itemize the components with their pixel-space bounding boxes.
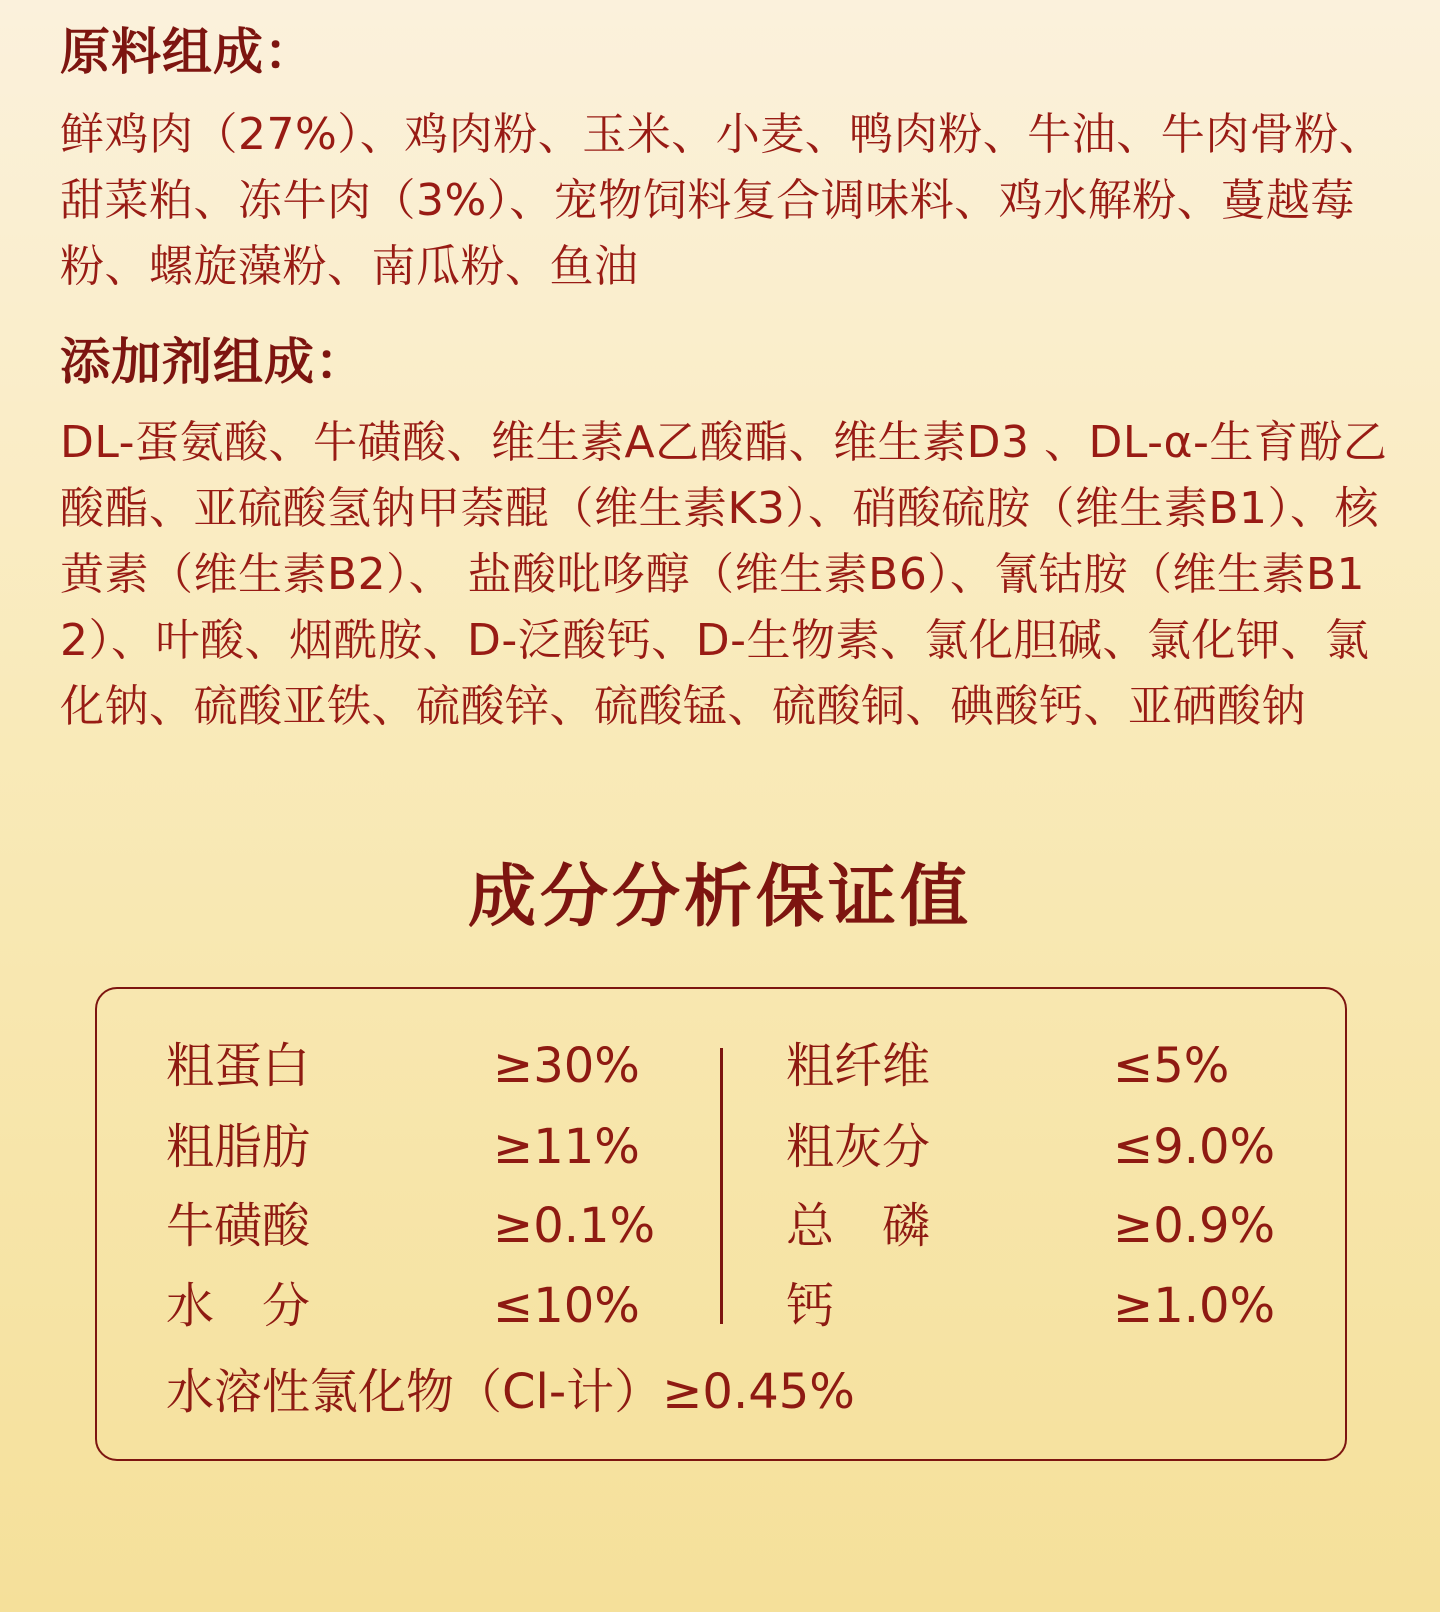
- analysis-value: ≤9.0%: [1113, 1119, 1276, 1175]
- analysis-label: 粗灰分: [786, 1119, 931, 1175]
- additives-heading: 添加剂组成：: [60, 333, 366, 391]
- analysis-value: ≤5%: [1113, 1038, 1230, 1094]
- analysis-label: 水 分: [166, 1278, 311, 1334]
- analysis-label: 粗纤维: [786, 1038, 931, 1094]
- raw-materials-text: 鲜鸡肉（27%）、鸡肉粉、玉米、小麦、鸭肉粉、牛油、牛肉骨粉、甜菜粕、冻牛肉（3%）、宠物饲料复合调味料、鸡水解粉、蔓越莓粉、螺旋藻粉、南瓜粉、鱼油: [60, 109, 1384, 292]
- analysis-value: ≥30%: [493, 1038, 640, 1094]
- analysis-value: ≥0.1%: [493, 1198, 656, 1254]
- raw-materials-heading: 原料组成：: [60, 23, 315, 81]
- analysis-value: ≥1.0%: [1113, 1278, 1276, 1334]
- analysis-label: 粗脂肪: [166, 1119, 311, 1175]
- analysis-value: ≥11%: [493, 1119, 640, 1175]
- chloride-value: ≥0.45%: [662, 1364, 855, 1420]
- analysis-label: 总 磷: [786, 1198, 931, 1254]
- chloride-label: 水溶性氯化物（Cl-计）: [166, 1364, 663, 1420]
- chloride-row: [166, 1362, 855, 1422]
- analysis-label: 钙: [786, 1278, 835, 1334]
- additives-text: DL-蛋氨酸、牛磺酸、维生素A乙酸酯、维生素D3 、DL-α-生育酚乙酸酯、亚硫酸氢钠甲萘醌（维生素K3）、硝酸硫胺（维生素B1）、核黄素（维生素B2）、 盐酸吡哆醇（维生素B6）、氰钴胺（维生素B12）、叶酸、烟酰胺、D-泛酸钙、D-生物素、氯化胆碱、氯化钾、氯化钠、硫酸亚铁、硫酸锌、硫酸锰、硫酸铜、碘酸钙、亚硒酸钠: [60, 417, 1388, 732]
- analysis-title: 成分分析保证值: [467, 858, 972, 937]
- analysis-value: ≥0.9%: [1113, 1198, 1276, 1254]
- analysis-label: 牛磺酸: [166, 1198, 311, 1254]
- column-divider: [720, 1048, 723, 1324]
- analysis-value: ≤10%: [493, 1278, 640, 1334]
- analysis-label: 粗蛋白: [166, 1038, 311, 1094]
